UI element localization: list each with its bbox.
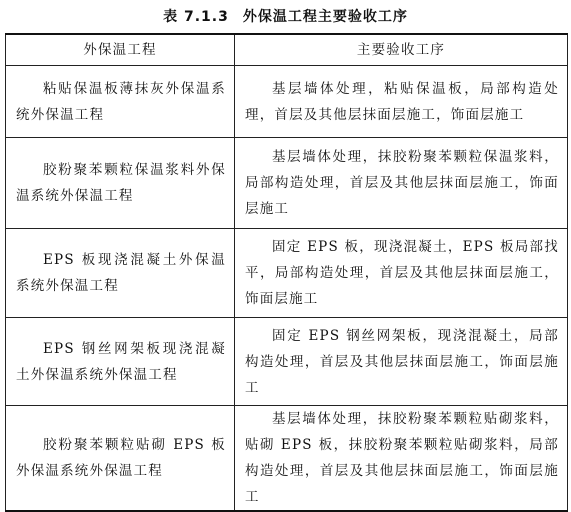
- procedures-cell: [235, 318, 568, 406]
- system-text: EPS 钢丝网架板现浇混凝土外保温系统外保温工程: [16, 340, 226, 383]
- table-caption-title: 外保温工程主要验收工序: [242, 9, 408, 25]
- system-text: 粘贴保温板薄抹灰外保温系统外保温工程: [16, 80, 226, 123]
- table-header-row: [6, 34, 568, 66]
- table-row: [6, 66, 568, 138]
- procedures-text: 固定 EPS 钢丝网架板，现浇混凝土，局部构造处理，首层及其他层抹面层施工，饰面层施工: [245, 327, 559, 396]
- table-caption-number: 表 7.1.3: [163, 9, 229, 25]
- system-text: EPS 板现浇混凝土外保温系统外保温工程: [16, 252, 226, 294]
- procedures-text: 基层墙体处理，抹胶粉聚苯颗粒保温浆料，局部构造处理，首层及其他层抹面层施工，饰面层施工: [245, 149, 559, 217]
- table-caption: [0, 6, 571, 26]
- table-row: [6, 318, 568, 406]
- table-row: [6, 138, 568, 229]
- procedures-cell: [235, 406, 568, 512]
- system-cell: [6, 406, 235, 512]
- procedures-text: 基层墙体处理，粘贴保温板，局部构造处理，首层及其他层抹面层施工，饰面层施工: [245, 80, 559, 123]
- system-cell: [6, 66, 235, 138]
- system-text: 胶粉聚苯颗粒保温浆料外保温系统外保温工程: [16, 162, 226, 204]
- system-cell: [6, 229, 235, 318]
- procedures-cell: [235, 138, 568, 229]
- procedures-cell: [235, 229, 568, 318]
- procedures-cell: [235, 66, 568, 138]
- system-cell: [6, 138, 235, 229]
- table-row: [6, 406, 568, 512]
- header-procedures: 主要验收工序: [235, 34, 568, 66]
- header-system: 外保温工程: [6, 34, 235, 66]
- acceptance-procedures-table: [5, 33, 568, 512]
- system-cell: [6, 318, 235, 406]
- system-text: 胶粉聚苯颗粒贴砌 EPS 板外保温系统外保温工程: [16, 437, 226, 479]
- procedures-text: 固定 EPS 板，现浇混凝土，EPS 板局部找平，局部构造处理，首层及其他层抹面层施工，饰面层施工: [245, 239, 559, 307]
- procedures-text: 基层墙体处理，抹胶粉聚苯颗粒贴砌浆料，贴砌 EPS 板，抹胶粉聚苯颗粒贴砌浆料，局部构造处理，首层及其他层抹面层施工，饰面层施工: [245, 411, 559, 505]
- table-row: [6, 229, 568, 318]
